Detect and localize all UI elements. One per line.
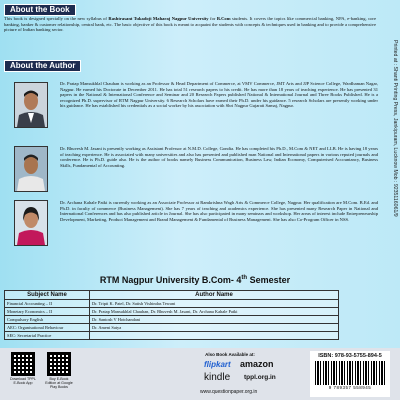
about-book-heading: About the Book: [4, 4, 76, 16]
subject-cell: Compulsory English: [5, 316, 90, 324]
author-bio-1: Dr. Pratap Mansukhlal Chauhan is working as an Professor & Head Department of Commerce, at VMV Commerce, JMT Arts and JJP Science College, Wardhaman Nagar, Nagpur. He earned his Doctorate in December 2011. He has total 51 research papers to his credit. He has more than 18 years of teaching experience. He has presented 31 papers in the National & International Conference and Seminar and 20 Research Papers published National & International Journal and Three Books Published. He is a recognized Ph.D. supervisor of RTM Nagpur University. 6 Research Scholars have earned their Ph.D. under his guidance. 5 research Scholars are presently working under his guidance. He has established his credentials as a social worker by his association with Shri Nagpur Gujarati Samaj, Nagpur.: [60, 81, 378, 109]
about-author-heading: About the Author: [4, 60, 81, 72]
flipkart-logo[interactable]: flipkart: [204, 360, 231, 369]
website-link[interactable]: www.questionpaper.org.in: [200, 389, 258, 395]
about-book-text: This book is designed specially on the new syllabus of Rashtrasant Tukadoji Maharaj Nagpur University for B.Com students. It covers the topics like commercial banking, NPA, e-banking, core banking, banker & customer relationship, central bank, etc. The basic objective of this book is meant to acquaint the students with concepts & techniques used in banking and to provide a comprehensive picture of Indian banking sector.: [4, 16, 377, 33]
table-row: [5, 332, 339, 340]
barcode-icon: [315, 361, 385, 385]
table-header: Author Name: [90, 291, 339, 300]
isbn-block: [310, 351, 390, 397]
author-photo-1: [14, 82, 48, 128]
table-header-row: [5, 291, 339, 300]
author-cell: Dr. Santosh V Hotchandani: [90, 316, 339, 324]
subject-cell: Financial Accounting – II: [5, 300, 90, 308]
tppl-logo[interactable]: tppl.org.in: [244, 374, 276, 381]
tppl-app-qr[interactable]: [8, 352, 38, 385]
qr-code-icon: [47, 352, 71, 376]
author-cell: Dr. Tripti K. Patel, Dr. Satish Vishindas Tewani: [90, 300, 339, 308]
app1-label: Download TPPL E-Book App: [10, 377, 36, 386]
author-cell: Dr. Ameni Satya: [90, 324, 339, 332]
series-title: RTM Nagpur University B.Com- 4th Semester: [99, 275, 291, 285]
printer-info: Printed at : Shanti Printing Press, Jankipuram, Lucknow Mob : 9235116061/9: [392, 40, 398, 217]
table-row: [5, 316, 339, 324]
author-cell: Dr. Pratap Mansukhlal Chauhan, Dr. Bhuvesh M. Jasani, Dr. Archana Kahale Patki: [90, 308, 339, 316]
author-bio-3: Dr. Archana Kahale Patki is currently working as an Associate Professor at Ramkrishna Wagh Arts & Commerce College, Nagpur. Her qualification are M.Com. B.Ed. and Ph.D. in faculty of commerce (Business Management). She has 7 years of teaching and academics experience. She has presented many Research Paper in National and International Conferences and has also published article in Journal. She has also participated in many seminars and workshop. Her areas of interest include Entrepreneurship Development, Marketing, Product Management and Brand Management & Fundamental of Business Management. She has also Co-Program Officer in NSS.: [60, 200, 378, 222]
isbn-number: 9 789357 558945: [328, 385, 372, 390]
google-play-books-qr[interactable]: [44, 352, 74, 390]
also-available-label: Also Book Available at:: [205, 352, 255, 357]
qr-code-icon: [11, 352, 35, 376]
author-photo-3: [14, 200, 48, 246]
app2-label: Buy E-Book Edition at Google Play Books: [45, 377, 73, 390]
table-row: [5, 324, 339, 332]
author-cell: [90, 332, 339, 340]
subjects-table: [4, 290, 339, 340]
subject-cell: AEC: Organisational Behaviour: [5, 324, 90, 332]
isbn-label: ISBN: 978-93-5755-894-5: [318, 353, 382, 359]
author-photo-2: [14, 146, 48, 192]
table-header: Subject Name: [5, 291, 90, 300]
subject-cell: Monetary Economics – II: [5, 308, 90, 316]
subject-cell: SEC: Secretarial Practice: [5, 332, 90, 340]
table-row: [5, 300, 339, 308]
amazon-logo[interactable]: amazon: [240, 359, 274, 369]
table-row: [5, 308, 339, 316]
kindle-logo[interactable]: kindle: [204, 372, 231, 383]
author-bio-2: Dr. Bhuvesh M. Jasani is presently working as Assistant Professor at N.M.D. College, Gondia. He has completed his Ph.D., M.Com & NET and LLB. He is having 18 years of teaching experience. He is associated with many universities and also has presented and published man National and International papers in various reputed journals and conference. He is Ph.D. guide also. He is the author of books namely Business Communication, Business Law, Indian Economy, Computerised Accountancy, Business Skills, Fundamental of Accounting.: [60, 146, 378, 168]
